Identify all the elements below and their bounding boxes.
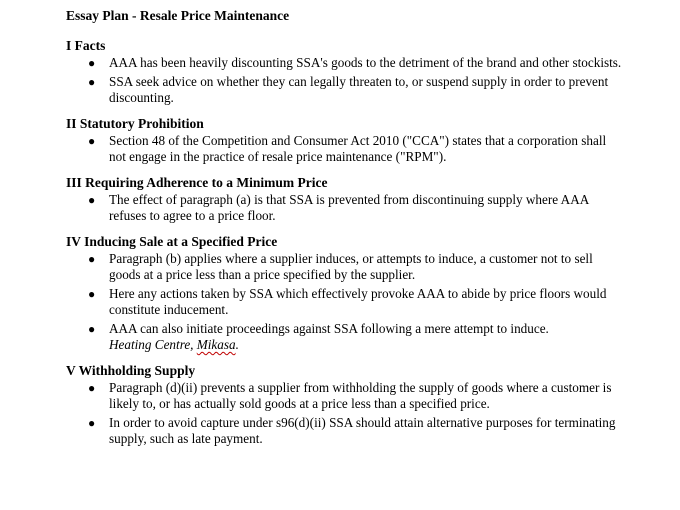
list-item: ● AAA can also initiate proceedings against SSA following a mere attempt to induce. Heating Centre, Mikasa. bbox=[66, 321, 626, 353]
bullet-icon: ● bbox=[88, 252, 96, 266]
section-facts bbox=[66, 38, 626, 106]
document-title: Essay Plan - Resale Price Maintenance bbox=[66, 8, 290, 23]
bullet-list bbox=[66, 55, 626, 106]
section-heading: III Requiring Adherence to a Minimum Price bbox=[66, 175, 328, 190]
list-item: ● Section 48 of the Competition and Consumer Act 2010 ("CCA") states that a corporation shall not engage in the practice of resale price maintenance ("RPM"). bbox=[88, 133, 607, 164]
bullet-icon: ● bbox=[88, 381, 96, 395]
list-item: ● AAA has been heavily discounting SSA's goods to the detriment of the brand and other stockists. bbox=[88, 55, 622, 70]
bullet-icon: ● bbox=[88, 56, 96, 70]
section-heading: I Facts bbox=[66, 38, 106, 53]
section-inducing-sale bbox=[66, 234, 626, 353]
bullet-icon: ● bbox=[88, 416, 96, 430]
list-item: ● Paragraph (d)(ii) prevents a supplier from withholding the supply of goods where a customer is likely to, or has actually sold goods at a price less than a specified price. bbox=[88, 380, 612, 411]
list-item: ● Paragraph (b) applies where a supplier induces, or attempts to induce, a customer not to sell goods at a price less than a price specified by the supplier. bbox=[88, 251, 593, 282]
section-heading: V Withholding Supply bbox=[66, 363, 196, 378]
bullet-list bbox=[66, 133, 626, 165]
bullet-icon: ● bbox=[88, 134, 96, 148]
bullet-list bbox=[66, 380, 626, 447]
list-item: ● SSA seek advice on whether they can legally threaten to, or suspend supply in order to prevent discounting. bbox=[88, 74, 609, 105]
bullet-icon: ● bbox=[88, 287, 96, 301]
list-item: ● The effect of paragraph (a) is that SSA is prevented from discontinuing supply where AAA refuses to agree to a price floor. bbox=[88, 192, 589, 223]
bullet-list bbox=[66, 192, 626, 224]
section-minimum-price bbox=[66, 175, 626, 224]
bullet-list bbox=[66, 251, 626, 353]
spellcheck-underline: Mikasa bbox=[196, 337, 236, 352]
section-heading: IV Inducing Sale at a Specified Price bbox=[66, 234, 278, 249]
section-withholding-supply bbox=[66, 363, 626, 447]
section-statutory-prohibition bbox=[66, 116, 626, 165]
bullet-icon: ● bbox=[88, 322, 96, 336]
section-heading: II Statutory Prohibition bbox=[66, 116, 204, 131]
list-item: ● In order to avoid capture under s96(d)(ii) SSA should attain alternative purposes for terminating supply, such as late payment. bbox=[88, 415, 616, 446]
bullet-icon: ● bbox=[88, 75, 96, 89]
case-citation: Heating Centre, Mikasa. bbox=[109, 337, 239, 352]
bullet-icon: ● bbox=[88, 193, 96, 207]
list-item: ● Here any actions taken by SSA which effectively provoke AAA to abide by price floors would constitute inducement. bbox=[88, 286, 607, 317]
document-page bbox=[66, 7, 626, 457]
